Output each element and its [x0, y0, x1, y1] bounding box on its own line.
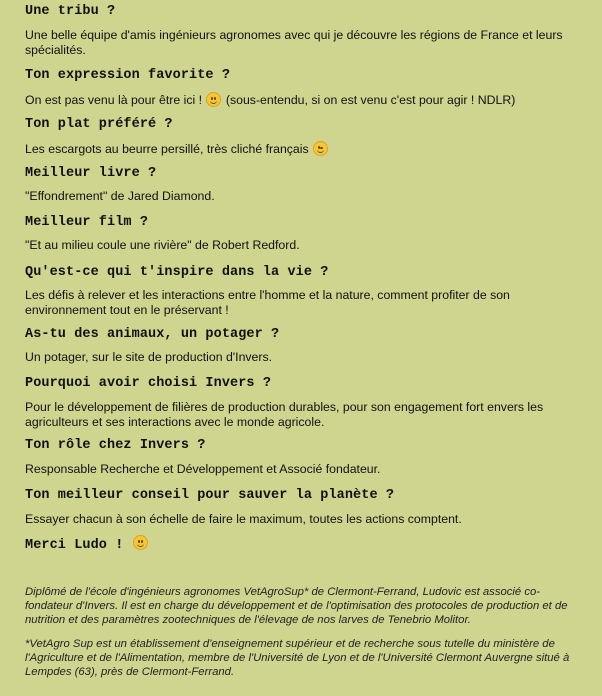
- answer-invers: Pour le développement de filières de production durables, pour son engagement fort envers les agriculteurs et ses interactions avec le monde agricole.: [25, 400, 544, 429]
- question-conseil: Ton meilleur conseil pour sauver la planète ?: [25, 488, 395, 503]
- answer-inspire: Les défis à relever et les interactions entre l'homme et la nature, comment profiter de son environnement tout en le préservant !: [25, 288, 510, 317]
- question-livre: Meilleur livre ?: [25, 166, 157, 181]
- answer-film: "Et au milieu coule une rivière" de Robert Redford.: [25, 238, 300, 252]
- closing-text: Merci Ludo !: [25, 538, 124, 553]
- answer-plat-text: Les escargots au beurre persillé, très cliché français: [25, 142, 309, 156]
- author-bio: Diplômé de l'école d'ingénieurs agronomes VetAgroSup* de Clermont-Ferrand, Ludovic est associé co-fondateur d'Invers. Il est en charge du développement et de l'optimisation des protocoles de production et de nutrition et des paramètres zootechniques de l'élevage de nos larves de Tenebrio Molitor.: [25, 586, 568, 626]
- question-inspire: Qu'est-ce qui t'inspire dans la vie ?: [25, 265, 329, 280]
- answer-livre: "Effondrement" de Jared Diamond.: [25, 189, 215, 203]
- answer-plat: [25, 141, 329, 157]
- answer-conseil: Essayer chacun à son échelle de faire le maximum, toutes les actions comptent.: [25, 512, 462, 526]
- smile-emoji-icon: [133, 535, 148, 550]
- smile-emoji-icon: [206, 92, 221, 107]
- closing-thanks: [25, 535, 149, 554]
- question-expression: Ton expression favorite ?: [25, 68, 231, 83]
- answer-expression-note: (sous-entendu, si on est venu c'est pour agir ! NDLR): [225, 93, 516, 107]
- answer-tribu: Une belle équipe d'amis ingénieurs agronomes avec qui je découvre les régions de France et leurs spécialités.: [25, 28, 563, 57]
- answer-expression-text: On est pas venu là pour être ici !: [25, 93, 203, 107]
- question-animaux: As-tu des animaux, un potager ?: [25, 327, 280, 342]
- question-tribu: Une tribu ?: [25, 4, 116, 19]
- answer-expression: [25, 92, 585, 108]
- question-plat: Ton plat préféré ?: [25, 117, 173, 132]
- footnote-vetagro: *VetAgro Sup est un établissement d'enseignement supérieur et de recherche sous tutelle du ministère de l'Agriculture et de l'Alimentation, membre de l'Université de Lyon et de l'Université Clermont Auvergne situé à Lempdes (63), près de Clermont-Ferrand.: [25, 638, 570, 678]
- wink-emoji-icon: [313, 141, 328, 156]
- question-role: Ton rôle chez Invers ?: [25, 438, 206, 453]
- answer-animaux: Un potager, sur le site de production d'Invers.: [25, 350, 273, 364]
- answer-role: Responsable Recherche et Développement et Associé fondateur.: [25, 462, 381, 476]
- question-film: Meilleur film ?: [25, 215, 149, 230]
- question-invers: Pourquoi avoir choisi Invers ?: [25, 376, 272, 391]
